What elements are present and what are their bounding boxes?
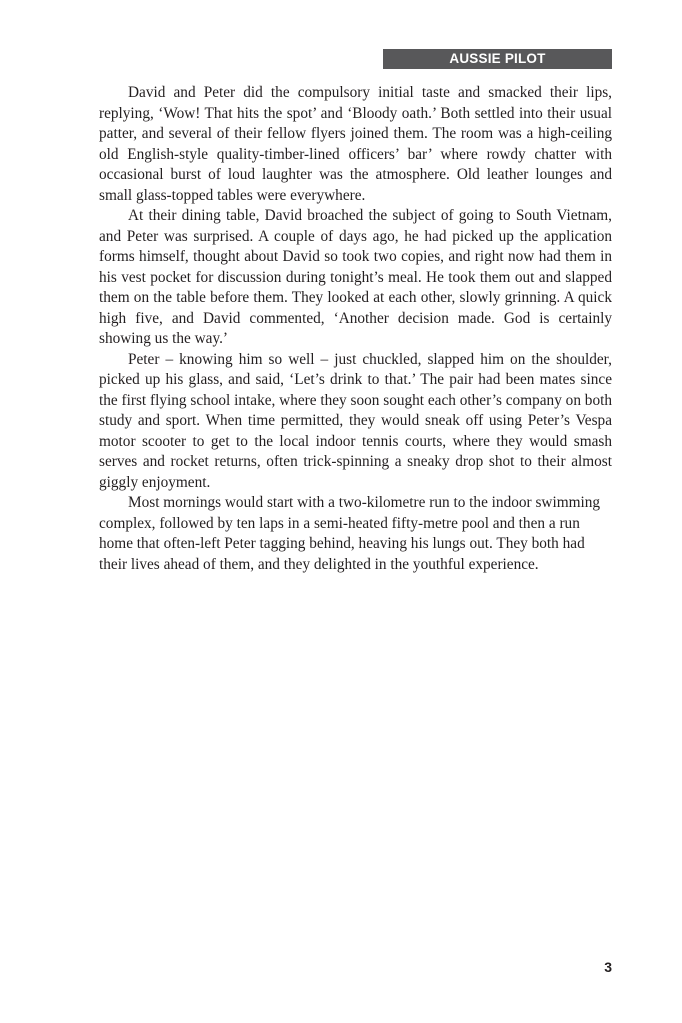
paragraph: David and Peter did the compulsory initial taste and smacked their lips, replying, ‘Wow! That hits the spot’ and ‘Bloody oath.’ Both settled into their usual patter, and several of their fellow flyers joined them. The room was a high-ceiling old English-style quality-timber-lined officers’ bar’ where rowdy chatter with occasional burst of loud laughter was the atmosphere. Old leather lounges and small glass-topped tables were everywhere.	[99, 84, 612, 204]
paragraph: At their dining table, David broached the subject of going to South Vietnam, and Peter was surprised. A couple of days ago, he had picked up the application forms himself, thought about David so took two copies, and right now had them in his vest pocket for discussion during tonight’s meal. He took them out and slapped them on the table before them. They looked at each other, slowly grinning. A quick high five, and David commented, ‘Another decision made. God is certainly showing us the way.’	[99, 207, 612, 347]
body-text	[99, 83, 612, 575]
running-header: AUSSIE PILOT	[383, 49, 612, 69]
paragraph: Peter – knowing him so well – just chuckled, slapped him on the shoulder, picked up his glass, and said, ‘Let’s drink to that.’ The pair had been mates since the first flying school intake, where they soon sought each other’s company on both study and sport. When time permitted, they would sneak off using Peter’s Vespa motor scooter to get to the local indoor tennis courts, where they would smash serves and rocket returns, often trick-spinning a sneaky drop shot to their almost giggly enjoyment.	[99, 350, 612, 491]
paragraph: Most mornings would start with a two-kilometre run to the indoor swimming complex, followed by ten laps in a semi-heated fifty-metre pool and then a run home that often-left Peter tagging behind, heaving his lungs out. They both had their lives ahead of them, and they delighted in the youthful experience.	[99, 494, 601, 573]
page-number: 3	[604, 959, 612, 975]
